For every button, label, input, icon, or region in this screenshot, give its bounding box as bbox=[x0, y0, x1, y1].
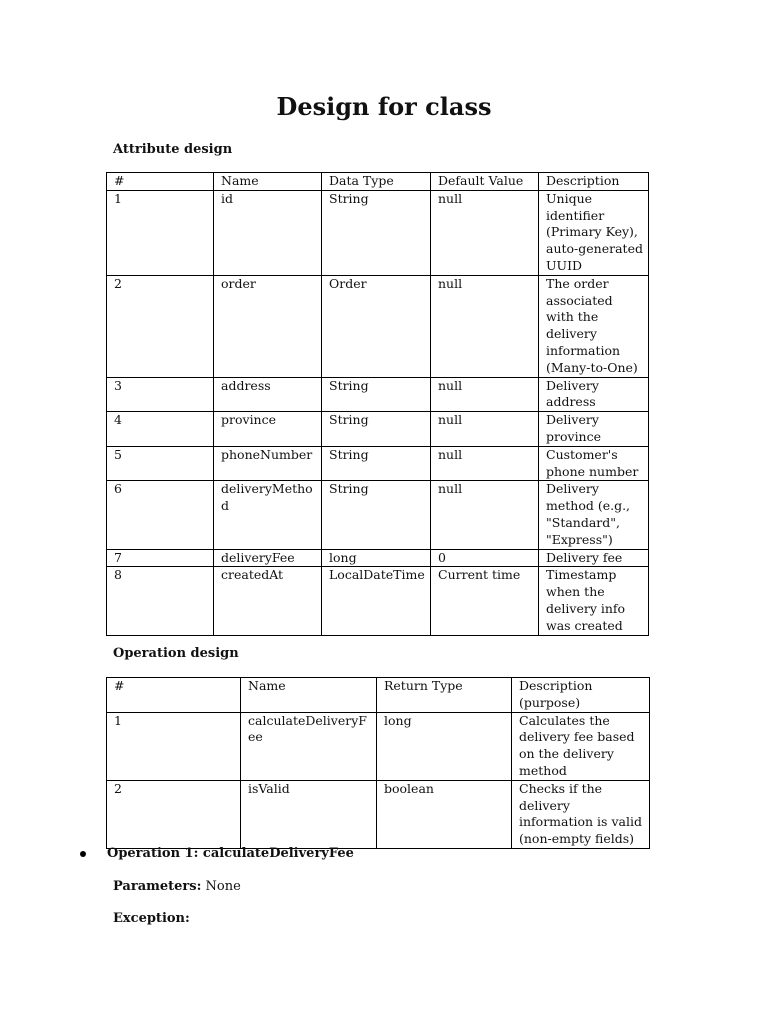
header-cell: Description (purpose) bbox=[512, 678, 650, 713]
table-cell: 2 bbox=[107, 275, 214, 377]
table-cell: null bbox=[431, 377, 539, 412]
table-cell: isValid bbox=[241, 780, 377, 848]
header-cell: Data Type bbox=[322, 173, 431, 191]
header-cell: Description bbox=[539, 173, 649, 191]
table-cell: Calculates the delivery fee based on the delivery method bbox=[512, 712, 650, 780]
header-cell: # bbox=[107, 173, 214, 191]
header-cell: Default Value bbox=[431, 173, 539, 191]
exception-label: Exception: bbox=[113, 911, 190, 926]
table-cell: null bbox=[431, 481, 539, 549]
table-cell: String bbox=[322, 190, 431, 275]
table-cell: 2 bbox=[107, 780, 241, 848]
table-cell: null bbox=[431, 412, 539, 447]
table-row bbox=[107, 712, 650, 780]
table-cell: long bbox=[322, 549, 431, 567]
parameters-line bbox=[113, 879, 241, 894]
table-header-row bbox=[107, 173, 649, 191]
attribute-design-heading: Attribute design bbox=[113, 142, 233, 157]
header-cell: # bbox=[107, 678, 241, 713]
parameters-value: None bbox=[205, 879, 241, 894]
table-row bbox=[107, 412, 649, 447]
table-cell: deliveryFee bbox=[214, 549, 322, 567]
table-cell: String bbox=[322, 377, 431, 412]
operation-design-heading: Operation design bbox=[113, 646, 239, 661]
table-cell: String bbox=[322, 446, 431, 481]
table-cell: Delivery method (e.g., "Standard", "Express") bbox=[539, 481, 649, 549]
parameters-label: Parameters: bbox=[113, 879, 202, 894]
table-cell: String bbox=[322, 481, 431, 549]
table-row bbox=[107, 275, 649, 377]
table-row bbox=[107, 549, 649, 567]
header-cell: Return Type bbox=[377, 678, 512, 713]
bullet-icon bbox=[80, 851, 86, 857]
table-cell: boolean bbox=[377, 780, 512, 848]
table-cell: address bbox=[214, 377, 322, 412]
header-cell: Name bbox=[214, 173, 322, 191]
table-cell: The order associated with the delivery information (Many-to-One) bbox=[539, 275, 649, 377]
table-cell: LocalDateTime bbox=[322, 567, 431, 635]
table-cell: Delivery address bbox=[539, 377, 649, 412]
table-cell: 7 bbox=[107, 549, 214, 567]
exception-line bbox=[113, 911, 190, 926]
table-cell: null bbox=[431, 446, 539, 481]
table-cell: phoneNumber bbox=[214, 446, 322, 481]
table-cell: long bbox=[377, 712, 512, 780]
table-cell: 4 bbox=[107, 412, 214, 447]
table-row bbox=[107, 481, 649, 549]
operation-table-body bbox=[107, 678, 650, 849]
table-cell: 5 bbox=[107, 446, 214, 481]
operation-bullet-title: Operation 1: calculateDeliveryFee bbox=[107, 846, 354, 861]
table-cell: null bbox=[431, 275, 539, 377]
table-cell: 1 bbox=[107, 712, 241, 780]
table-header-row bbox=[107, 678, 650, 713]
table-cell: 3 bbox=[107, 377, 214, 412]
table-cell: Delivery province bbox=[539, 412, 649, 447]
table-cell: id bbox=[214, 190, 322, 275]
operation-table bbox=[106, 677, 650, 849]
attribute-table bbox=[106, 172, 649, 636]
header-cell: Name bbox=[241, 678, 377, 713]
table-cell: Order bbox=[322, 275, 431, 377]
table-cell: order bbox=[214, 275, 322, 377]
table-row bbox=[107, 567, 649, 635]
table-row bbox=[107, 780, 650, 848]
table-row bbox=[107, 446, 649, 481]
table-row bbox=[107, 377, 649, 412]
table-cell: province bbox=[214, 412, 322, 447]
table-cell: Current time bbox=[431, 567, 539, 635]
table-cell: 1 bbox=[107, 190, 214, 275]
table-cell: 6 bbox=[107, 481, 214, 549]
table-cell: Unique identifier (Primary Key), auto-generated UUID bbox=[539, 190, 649, 275]
table-cell: 0 bbox=[431, 549, 539, 567]
table-cell: Checks if the delivery information is valid (non-empty fields) bbox=[512, 780, 650, 848]
table-cell: Delivery fee bbox=[539, 549, 649, 567]
attribute-table-body bbox=[107, 173, 649, 636]
table-cell: Customer's phone number bbox=[539, 446, 649, 481]
table-cell: calculateDeliveryFee bbox=[241, 712, 377, 780]
table-row bbox=[107, 190, 649, 275]
table-cell: Timestamp when the delivery info was created bbox=[539, 567, 649, 635]
operation-bullet-item bbox=[80, 846, 354, 861]
table-cell: createdAt bbox=[214, 567, 322, 635]
page-title: Design for class bbox=[276, 92, 492, 121]
table-cell: null bbox=[431, 190, 539, 275]
table-cell: deliveryMethod bbox=[214, 481, 322, 549]
table-cell: 8 bbox=[107, 567, 214, 635]
table-cell: String bbox=[322, 412, 431, 447]
